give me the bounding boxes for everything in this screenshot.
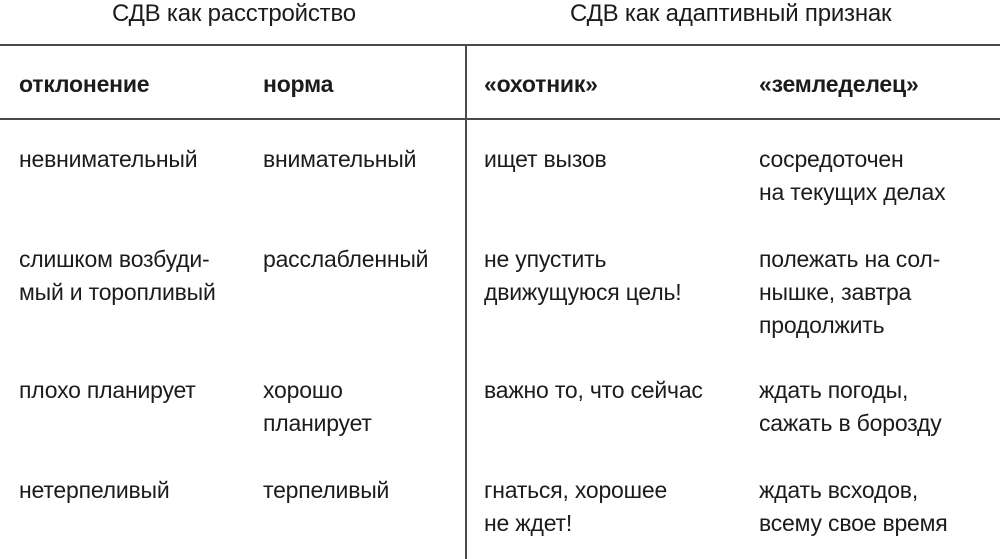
table-cell <box>484 474 667 540</box>
table-cell <box>759 374 942 440</box>
table-cell <box>759 243 940 342</box>
cell-line: гнаться, хорошее <box>484 477 668 503</box>
table-cell <box>484 374 703 407</box>
top-rule <box>0 44 1000 46</box>
cell-line: на текущих делах <box>759 179 946 205</box>
group-title-adaptive-trait: СДВ как адаптивный признак <box>570 0 892 27</box>
column-header-norm: норма <box>263 71 334 97</box>
cell-line: ищет вызов <box>484 146 607 172</box>
cell-line: планирует <box>263 410 372 436</box>
cell-line: не ждет! <box>484 510 573 536</box>
cell-line: невнимательный <box>19 146 198 172</box>
group-title-disorder: СДВ как расстройство <box>112 0 356 27</box>
column-divider <box>465 44 467 559</box>
cell-line: сажать в борозду <box>759 410 942 436</box>
cell-line: ждать погоды, <box>759 377 909 403</box>
cell-line: расслабленный <box>263 246 429 272</box>
table-cell <box>484 143 607 176</box>
cell-line: важно то, что сейчас <box>484 377 703 403</box>
table-cell <box>759 474 948 540</box>
table-cell <box>19 243 216 309</box>
cell-line: нетерпеливый <box>19 477 170 503</box>
cell-line: внимательный <box>263 146 417 172</box>
cell-line: слишком возбуди- <box>19 246 210 272</box>
table-cell <box>759 143 945 209</box>
cell-line: всему свое время <box>759 510 948 536</box>
table-cell <box>263 243 428 276</box>
cell-line: продолжить <box>759 312 885 338</box>
table-cell <box>263 143 416 176</box>
table-cell <box>19 374 196 407</box>
cell-line: не упустить <box>484 246 607 272</box>
cell-line: полежать на сол- <box>759 246 941 272</box>
cell-line: движущуюся цель! <box>484 279 682 305</box>
cell-line: терпеливый <box>263 477 390 503</box>
table-cell <box>263 374 372 440</box>
cell-line: плохо планирует <box>19 377 196 403</box>
cell-line: сосредоточен <box>759 146 904 172</box>
table-cell <box>19 143 197 176</box>
table-cell <box>484 243 681 309</box>
cell-line: нышке, завтра <box>759 279 912 305</box>
column-header-deviation: отклонение <box>19 71 150 97</box>
cell-line: ждать всходов, <box>759 477 919 503</box>
header-rule <box>0 118 1000 120</box>
table-cell <box>19 474 170 507</box>
column-header-farmer: «земледелец» <box>759 71 919 97</box>
table-cell <box>263 474 389 507</box>
column-header-hunter: «охотник» <box>484 71 598 97</box>
cell-line: хорошо <box>263 377 343 403</box>
cell-line: мый и торопливый <box>19 279 216 305</box>
